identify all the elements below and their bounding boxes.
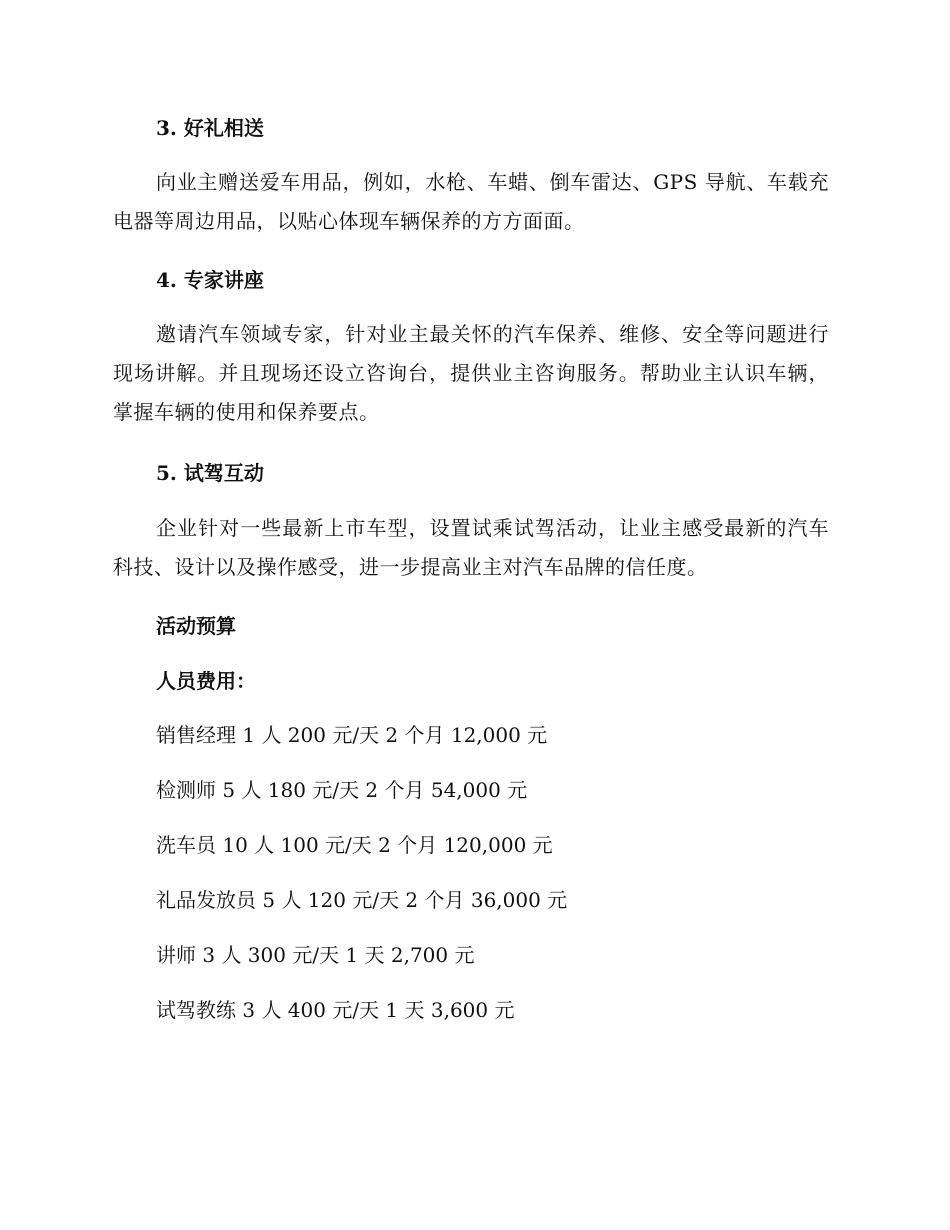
section-body-test-drive: 企业针对一些最新上市车型，设置试乘试驾活动，让业主感受最新的汽车科技、设计以及操作感受，进一步提高业主对汽车品牌的信任度。 <box>113 516 829 579</box>
budget-item-car-washer: 洗车员 10 人 100 元/天 2 个月 120,000 元 <box>156 833 553 857</box>
budget-item-driving-coach: 试驾教练 3 人 400 元/天 1 天 3,600 元 <box>156 998 515 1022</box>
budget-item-lecturer: 讲师 3 人 300 元/天 1 天 2,700 元 <box>156 943 475 967</box>
budget-item-inspector: 检测师 5 人 180 元/天 2 个月 54,000 元 <box>156 778 528 802</box>
section-body-expert-lecture: 邀请汽车领域专家，针对业主最关怀的汽车保养、维修、安全等问题进行现场讲解。并且现场还设立咨询台，提供业主咨询服务。帮助业主认识车辆，掌握车辆的使用和保养要点。 <box>113 322 829 424</box>
personnel-cost-heading: 人员费用： <box>156 669 256 693</box>
budget-heading: 活动预算 <box>156 614 236 638</box>
section-heading-test-drive: 5. 试驾互动 <box>156 461 264 485</box>
budget-item-sales-manager: 销售经理 1 人 200 元/天 2 个月 12,000 元 <box>156 723 548 747</box>
section-heading-expert-lecture: 4. 专家讲座 <box>156 268 264 292</box>
budget-item-gift-distributor: 礼品发放员 5 人 120 元/天 2 个月 36,000 元 <box>156 888 568 912</box>
section-heading-gifts: 3. 好礼相送 <box>156 116 264 140</box>
section-body-gifts: 向业主赠送爱车用品，例如，水枪、车蜡、倒车雷达、GPS 导航、车载充电器等周边用品，以贴心体现车辆保养的方方面面。 <box>113 170 829 233</box>
